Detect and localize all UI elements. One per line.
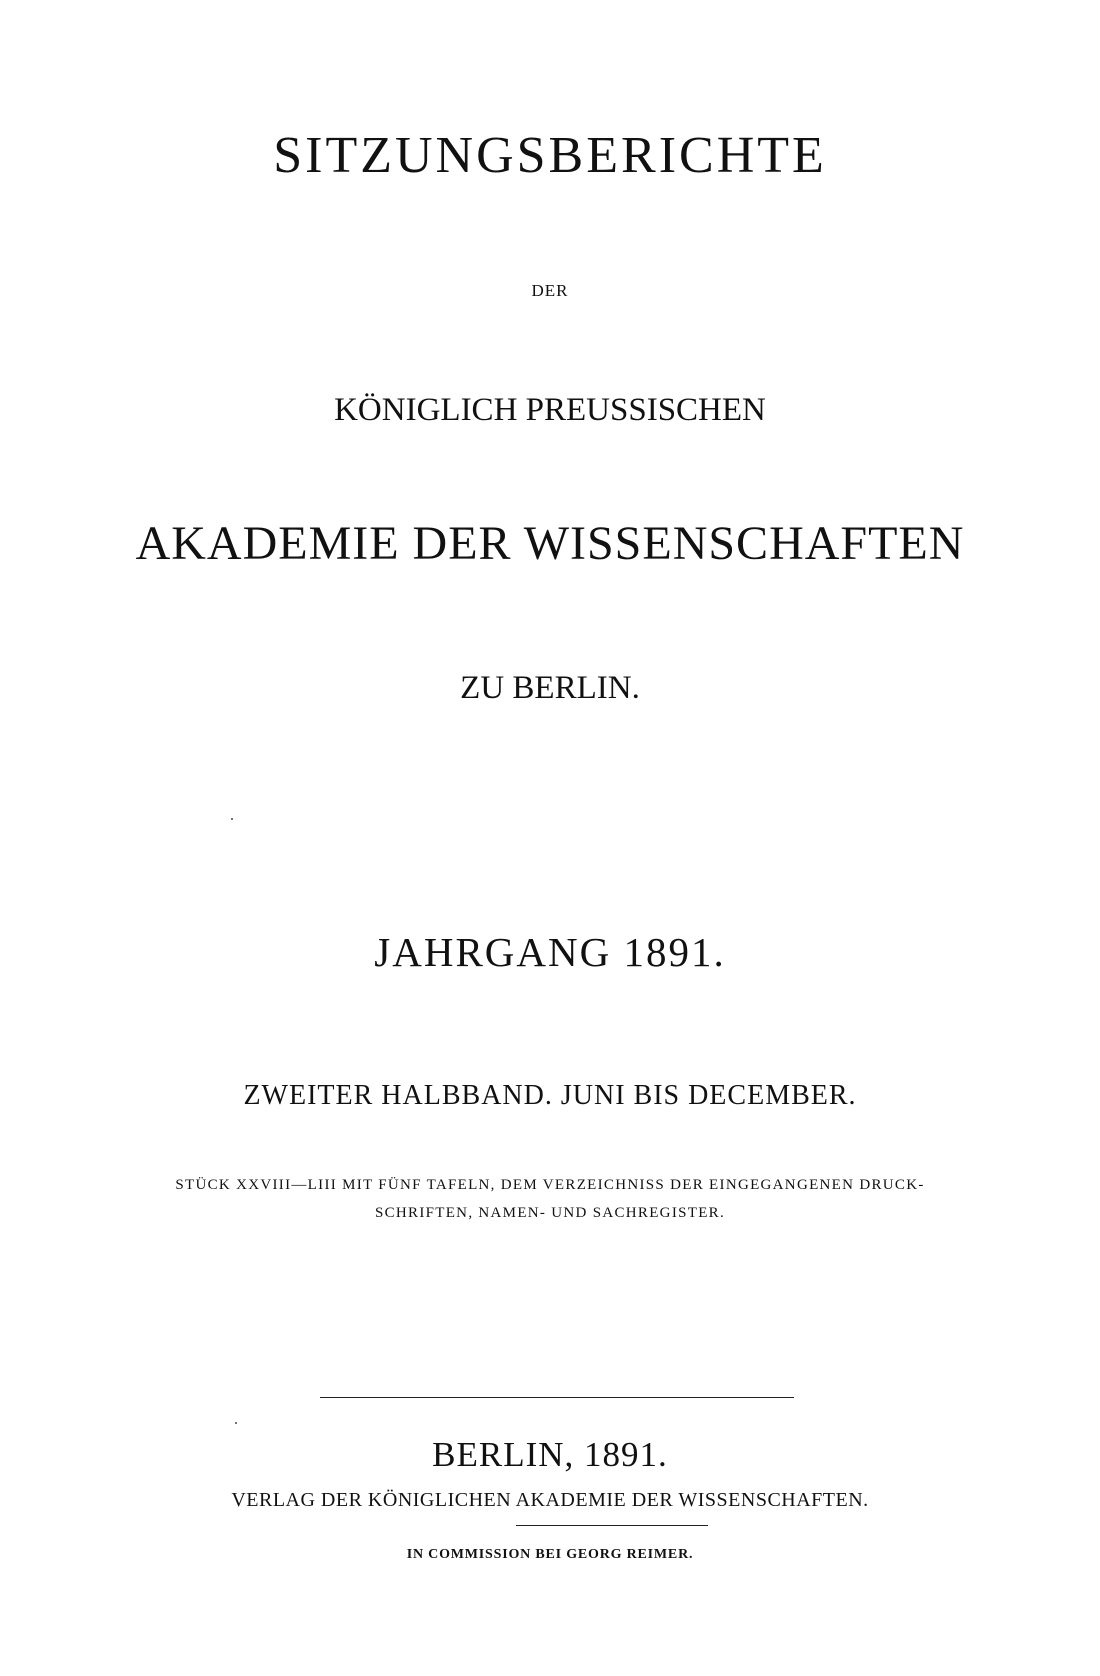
subtitle-koeniglich-preussischen: KÖNIGLICH PREUSSISCHEN [334, 392, 766, 428]
main-title: SITZUNGSBERICHTE [273, 127, 827, 184]
contents-note-line-2: SCHRIFTEN, NAMEN- UND SACHREGISTER. [374, 1205, 726, 1221]
location-line: ZU BERLIN. [460, 670, 640, 706]
commission-line: IN COMMISSION BEI GEORG REIMER. [406, 1547, 694, 1562]
subtitle-der: DER [531, 281, 569, 300]
imprint-place-year: BERLIN, 1891. [432, 1435, 668, 1474]
volume-year: JAHRGANG 1891. [374, 929, 726, 975]
academy-name: AKADEMIE DER WISSENSCHAFTEN [135, 517, 965, 570]
publisher-underline [516, 1525, 708, 1526]
contents-note-line-1: STÜCK XXVIII—LIII MIT FÜNF TAFELN, DEM VERZEICHNISS DER EINGEGANGENEN DRUCK- [175, 1177, 925, 1193]
print-speck [231, 818, 233, 820]
half-volume-line: ZWEITER HALBBAND. JUNI BIS DECEMBER. [243, 1080, 857, 1111]
imprint-divider [320, 1397, 794, 1398]
imprint-divider-dashed-start [320, 1396, 390, 1397]
publisher-line: VERLAG DER KÖNIGLICHEN AKADEMIE DER WISSENSCHAFTEN. [231, 1489, 869, 1511]
print-speck [235, 1422, 237, 1424]
